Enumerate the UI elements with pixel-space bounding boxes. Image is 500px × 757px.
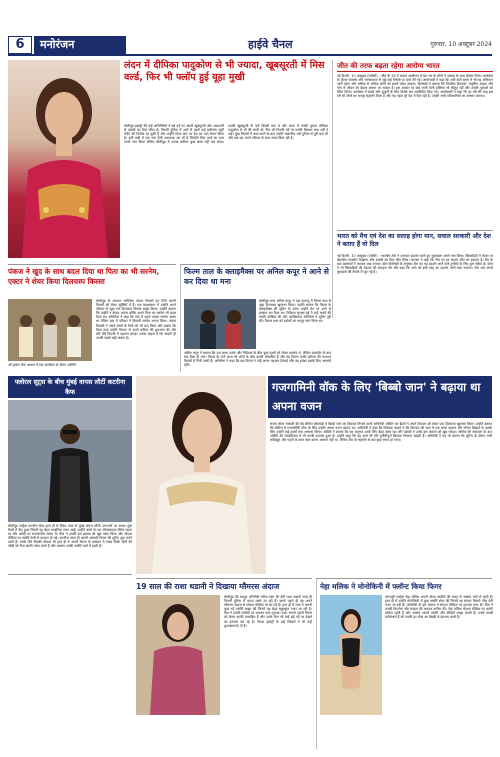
lead-body: बॉलीवुड इंडस्ट्री की कई अभिनेत्रियों ने बड़े पर्दे पर अपनी खूबसूरती और अदाकारी से दर्शकों का दिल जीता है। फिल्मी दुनिया में आने से पहले कई हसीनाएं ब्यूटी पेजेंट की विजेता रह चुकी हैं और उन्होंने विश्व स्तर पर देश का नाम रोशन किया है। इसी कड़ी में एक नाम ऐसी अदाकारा का भी है जिन्होंने मिस वर्ल्ड का ताज अपने नाम किया लेकिन बॉलीवुड में उनका करियर कुछ खास नहीं चल सका। उनकी खूबसूरती के चर्चे विदेशों तक थे और लंदन में उनकी तुलना दीपिका पादुकोण से भी की जाती थी, फिर भी फिल्मी पर्दे पर उनकी किस्मत साथ नहीं दे पाई। कुछ फिल्मों में काम करने के बाद उन्होंने चकाचौंध भरी दुनिया से दूरी बना ली और अब वह अपने परिवार के साथ समय बिता रही हैं। [124, 124, 328, 145]
rasha-story [136, 578, 312, 749]
group-photo-illustration [8, 299, 92, 361]
beach-photo-illustration [320, 595, 382, 715]
katrina-body: बॉलीवुड एक्ट्रेस कटरीना कैफ हाल ही में विदेश यात्रा से मुंबई वापस लौटीं। एयरपोर्ट पर उनका लुक कैमरे में कैद हुआ जिसमें वह बेहद स्टाइलिश नजर आईं। उन्होंने काले रंग का ओवरसाइज जैकेट पहना था और आंखों पर सनग्लासेस लगाए थे। फैंस ने उनकी इस झलक को खूब पसंद किया और सोशल मीडिया पर तस्वीरें तेजी से वायरल हो गईं। कटरीना जल्द ही अपनी आगामी फिल्म की शूटिंग शुरू करने वाली हैं। उनके पति विक्की कौशल भी हाल ही में अपनी फिल्म के प्रमोशन में व्यस्त दिखे। दोनों की जोड़ी को फैंस काफी पसंद करते हैं और अक्सर उनकी तस्वीरें चर्चा में रहती हैं। [8, 524, 132, 549]
film-body-bottom: अनिल कपूर ने बताया कि उस समय उनके और निर्देशक के बीच कुछ दृश्यों को लेकर मतभेद थे, लेकिन बातचीत के बाद सब ठीक हो गया। फिल्म के गाने आज भी लोगों के बीच काफी लोकप्रिय हैं और यह फिल्म उनके करियर की यादगार फिल्मों में गिनी जाती है। अभिनेता ने कहा कि इस फिल्म ने उन्हें अलग पहचान दिलाई और वह हमेशा इसके लिए आभारी रहेंगे। [184, 351, 331, 368]
portrait-illustration [8, 60, 120, 258]
airport-photo-illustration [8, 400, 132, 522]
rasha-headline: 19 साल की राशा थडानी ने दिखाया ग्लैमरस अंदाज [136, 582, 280, 591]
aditi-portrait-illustration [136, 376, 266, 574]
neha-photo [320, 595, 382, 715]
pankaj-body: बॉलीवुड के शानदार अभिनेता पंकज त्रिपाठी इन दिनों अपनी फिल्मों को लेकर सुर्खियों में हैं। एक साक्षात्कार में उन्होंने अपने परिवार से जुड़ा एक दिलचस्प किस्सा साझा किया। उन्होंने बताया कि उन्होंने न केवल अपना बल्कि अपने पिता का सरनेम भी बदल दिया था। अभिनेता ने कहा कि गांव में पहले उनका सरनेम अलग था लेकिन बाद में परिवार ने त्रिपाठी सरनेम अपना लिया। पंकज त्रिपाठी ने अपने संघर्ष के दिनों को भी याद किया और बताया कि किस तरह उन्होंने थिएटर से अपने करियर की शुरुआत की और धीरे धीरे फिल्मों में पहचान बनाई। उनका कहना है कि सादगी ही उनकी सबसे बड़ी ताकत है। [96, 299, 176, 340]
film-story [180, 264, 330, 372]
gajgamini-headline-box [268, 376, 492, 418]
side-top-body: नई दिल्ली, 10 अक्टूबर (एजेंसी) : जीत के 18 वें सफल आयोजन में देश भर के लोगों ने उत्साह के साथ हिस्सा लिया। कार्यक्रम के दौरान स्वास्थ्य और जागरूकता से जुड़े कई विषयों पर चर्चा की गई। आयोजकों ने कहा कि आने वाले समय में भी यह अभियान जारी रहेगा और अधिक से अधिक लोगों को इससे जोड़ा जाएगा। विशेषज्ञों ने बताया कि नियमित दिनचर्या, संतुलित आहार और योग से जीवन को बेहतर बनाया जा सकता है। इस अवसर पर कई जानी मानी हस्तियां भी मौजूद रहीं और उन्होंने युवाओं को प्रेरित किया। कार्यक्रम में बच्चों और बुजुर्गों के लिए विशेष सत्र आयोजित किए गए। आयोजकों ने कहा कि हर वर्ष की तरह इस वर्ष भी लोगों का भरपूर सहयोग मिला है और यह पहल पूरे देश में फैल रही है। उन्होंने सभी प्रतिभागियों का आभार जताया। [337, 74, 493, 99]
gajgamini-story [136, 376, 492, 574]
aditi-photo [136, 376, 266, 574]
lead-story [8, 60, 328, 260]
side-mid-headline: भारत को मैच एवं देश का सलाह होगा मान, सवाल सरकारी और देश ने बताए हैं वो दिल [337, 230, 493, 252]
neha-story [316, 578, 492, 749]
katrina-story [8, 376, 132, 570]
pankaj-headline: पंकज ने खुद के साथ बदल दिया था पिता का भी सरनेम, एक्टर ने शेयर किया दिलचस्प किस्सा [8, 267, 160, 286]
section-title: मनोरंजन [34, 36, 126, 54]
page-header [8, 36, 492, 56]
date-line: गुरुवार, 10 अक्टूबर 2024 [430, 41, 492, 48]
page-number: 6 [8, 36, 32, 54]
side-mid-body: नई दिल्ली, 10 अक्टूबर (एजेंसी) : भारतीय टीम ने शानदार प्रदर्शन करते हुए मुकाबला अपने नाम किया। खिलाड़ियों ने मैदान पर बेहतरीन तालमेल दिखाया और दर्शकों का दिल जीत लिया। कप्तान ने कहा कि टीम का हर सदस्य जीत का हकदार है। मैच के बाद प्रशंसकों ने जमकर जश्न मनाया। खेल विशेषज्ञों के अनुसार टीम का यह प्रदर्शन आने वाले टूर्नामेंट के लिए शुभ संकेत है। कोच ने भी खिलाड़ियों की मेहनत की सराहना की और कहा कि आगे भी इसी तरह का प्रदर्शन जारी रखा जाएगा। टीम अब अगले मुकाबले की तैयारी में जुट गई है। [337, 254, 493, 275]
neha-body: भोजपुरी एक्ट्रेस नेहा मलिक अपनी बोल्ड तस्वीरों की वजह से अक्सर चर्चा में रहती हैं। हाल ही में उन्होंने मोनोकिनी में कुछ तस्वीरें शेयर की जिनमें वह समंदर किनारे पोज देती नजर आ रही हैं। अभिनेत्री के इस अंदाज ने सोशल मीडिया पर हलचल मचा दी। फैंस ने उनकी फिटनेस और स्टाइल की जमकर तारीफ की। नेहा मलिक सोशल मीडिया पर काफी सक्रिय रहती हैं और अक्सर अपनी तस्वीरें और वीडियो साझा करती हैं। उनके लाखों फॉलोअर्स हैं जो उनकी हर पोस्ट का बेसब्री से इंतजार करते हैं। [385, 595, 493, 620]
gajgamini-headline: गजगामिनी वॉक के लिए 'बिब्बो जान' ने बढ़ाया था अपना वजन [272, 380, 481, 413]
katrina-photo [8, 400, 132, 522]
katrina-caption: फ्लोरल सूट्स के बीच मुंबई वापस लौटीं कटरीना कैफ [8, 376, 132, 398]
pankaj-photo [8, 299, 92, 361]
rasha-photo [136, 595, 220, 715]
film-photo [184, 299, 256, 349]
film-still-illustration [184, 299, 256, 349]
side-top-headline: जीत की तरफ बढ़ता रहेगा आरोग्य भारत [337, 60, 493, 72]
left-bottom-rule [8, 574, 132, 575]
pankaj-caption: श्री कृष्णा सेवा आश्रम में एक कार्यक्रम के दौरान अतिथि [8, 363, 76, 367]
masthead: हाईवे चैनल [248, 38, 293, 51]
right-column [332, 60, 492, 318]
pankaj-story [8, 264, 176, 372]
rasha-body: बॉलीवुड की मशहूर अभिनेत्री रवीना टंडन की बेटी राशा थडानी जल्द ही फिल्मी दुनिया में कदम रखने जा रही हैं। इससे पहले ही वह अपने ग्लैमरस अंदाज से सोशल मीडिया पर छा गई हैं। हाल ही में राशा ने अपनी कुछ नई तस्वीरें साझा की जिनमें वह बेहद खूबसूरत नजर आ रही हैं। फैंस ने उनकी तस्वीरों पर जमकर प्यार लुटाया। राशा अपनी पहली फिल्म को लेकर काफी उत्साहित हैं और उनके फैंस भी उन्हें बड़े पर्दे पर देखने का इंतजार कर रहे हैं। फिल्म इंडस्ट्री के कई सितारों ने भी उन्हें शुभकामनाएं दी हैं। [224, 595, 312, 628]
film-body-left: बॉलीवुड स्टार अनिल कपूर ने एक इंटरव्यू में फिल्म ताल से जुड़ा दिलचस्प खुलासा किया। उन्होंने बताया कि फिल्म के क्लाइमैक्स की शूटिंग के समय उन्होंने सेट पर आने से इनकार कर दिया था। निर्देशक सुभाष घई ने उन्हें मनाने की काफी कोशिश की और आखिरकार अभिनेता ने शूटिंग पूरी की। फिल्म ताल को दर्शकों का भरपूर प्यार मिला था। [259, 299, 331, 324]
lead-photo [8, 60, 120, 258]
neha-headline: नेहा मलिक ने मोनोकिनी में फ्लॉन्ट किया फिगर [320, 582, 442, 591]
rasha-portrait-illustration [136, 595, 220, 715]
lead-headline: लंदन में दीपिका पादुकोण से भी ज्यादा, खूबसूरती में मिस वर्ल्ड, फिर भी फ्लॉप हुई यूहा मुखी [124, 60, 325, 83]
gajgamini-body: संजय लीला भंसाली की वेब सीरीज हीरामंडी में बिब्बो जान का किरदार निभाने वाली अभिनेत्री अदिति राव हैदरी ने अपने किरदार को लेकर एक दिलचस्प खुलासा किया। उन्होंने बताया कि सीरीज में गजगामिनी वॉक के लिए उन्होंने अपना वजन बढ़ाया था। अभिनेत्री ने कहा कि निर्देशक चाहते थे कि किरदार की चाल में एक खास ठहराव और गरिमा दिखाई दे। इसके लिए उन्होंने कई हफ्तों तक अभ्यास किया। अदिति ने बताया कि यह अनुभव उनके लिए बेहद खास रहा और दर्शकों ने उनके इस अंदाज को खूब सराहा। सीरीज की सफलता के बाद अदिति की लोकप्रियता में भी काफी इजाफा हुआ है। उन्होंने कहा कि वह आगे भी ऐसे चुनौतीपूर्ण किरदार निभाना चाहती हैं। अभिनेत्री ने यह भी बताया कि शूटिंग के दौरान भारी कॉस्ट्यूम और गहनों के साथ काम करना आसान नहीं था, लेकिन टीम के सहयोग से सब कुछ संभव हो पाया। [270, 422, 492, 443]
film-headline: फिल्म ताल के क्लाइमैक्स पर अनिल कपूर ने आने से कर दिया था मना [184, 267, 329, 286]
